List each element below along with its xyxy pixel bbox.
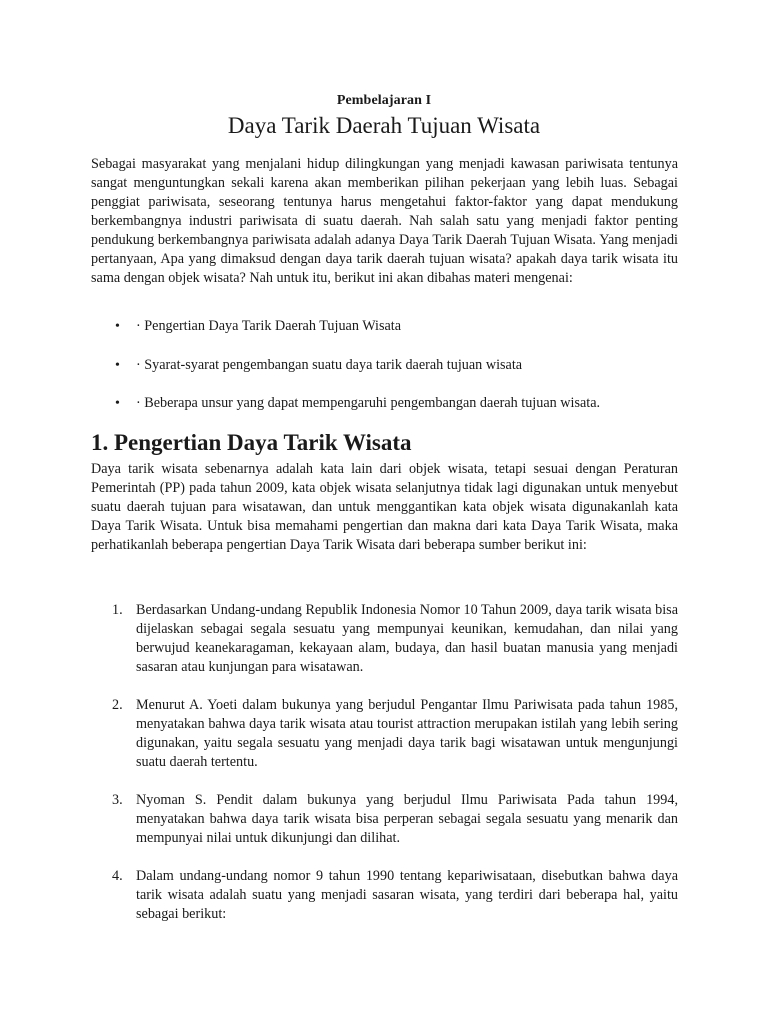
definition-text: Menurut A. Yoeti dalam bukunya yang berjudul Pengantar Ilmu Pariwisata pada tahun 1985, menyatakan bahwa daya tarik wisata atau tourist attraction merupakan istilah yang lebih sering digunakan, yaitu segala sesuatu yang menjadi daya tarik bagi wisatawan untuk mengunjungi suatu daerah tertentu. bbox=[136, 697, 678, 770]
definition-text: Nyoman S. Pendit dalam bukunya yang berjudul Ilmu Pariwisata Pada tahun 1994, menyatakan bahwa daya tarik wisata bisa perperan sebagai segala sesuatu yang menarik dan mempunyai nilai untuk dikunjungi dan dilihat. bbox=[136, 792, 678, 846]
intro-paragraph: Sebagai masyarakat yang menjalani hidup dilingkungan yang menjadi kawasan pariwisata tentunya sangat menguntungkan sekali karena akan memberikan pilihan pekerjaan yang lebih luas. Sebagai penggiat pariwisata, seseorang tentunya harus mengetahui faktor-faktor yang dapat mendukung berkembangnya industri pariwisata di suatu daerah. Nah salah satu yang menjadi faktor penting pendukung berkembangnya pariwisata adalah adanya Daya Tarik Daerah Tujuan Wisata. Yang menjadi pertanyaan, Apa yang dimaksud dengan daya tarik daerah tujuan wisata? apakah daya tarik wisata itu sama dengan objek wisata? Nah untuk itu, berikut ini akan dibahas materi mengenai: bbox=[91, 156, 678, 286]
section-heading: 1. Pengertian Daya Tarik Wisata bbox=[91, 430, 412, 455]
list-number: 4. bbox=[112, 868, 123, 884]
document-title: Daya Tarik Daerah Tujuan Wisata bbox=[227, 113, 541, 138]
topic-text: · Syarat-syarat pengembangan suatu daya tarik daerah tujuan wisata bbox=[136, 356, 523, 373]
bullet-icon: • bbox=[115, 357, 120, 373]
list-item bbox=[91, 791, 678, 848]
topic-text: · Pengertian Daya Tarik Daerah Tujuan Wisata bbox=[136, 318, 402, 334]
list-number: 2. bbox=[112, 697, 123, 713]
list-item bbox=[91, 867, 678, 924]
list-item bbox=[91, 394, 678, 433]
list-number: 3. bbox=[112, 792, 123, 808]
section-paragraph: Daya tarik wisata sebenarnya adalah kata lain dari objek wisata, tetapi sesuai dengan Peraturan Pemerintah (PP) pada tahun 2009, kata objek wisata selanjutnya tidak lagi digunakan untuk menyebut suatu daerah tujuan para wisatawan, dan untuk menggantikan kata objek wisata digunakanlah kata Daya Tarik Wisata. Untuk bisa memahami pengertian dan makna dari kata Daya Tarik Wisata, maka perhatikanlah beberapa pengertian Daya Tarik Wisata dari beberapa sumber berikut ini: bbox=[91, 461, 678, 553]
list-item bbox=[91, 696, 678, 772]
bullet-icon: • bbox=[115, 319, 120, 334]
topic-list bbox=[91, 317, 678, 433]
list-item bbox=[91, 356, 678, 395]
bullet-icon: • bbox=[115, 396, 120, 411]
list-item bbox=[91, 317, 678, 356]
lesson-label: Pembelajaran I bbox=[336, 93, 432, 108]
definition-text: Dalam undang-undang nomor 9 tahun 1990 tentang kepariwisataan, disebutkan bahwa daya tarik wisata adalah suatu yang menjadi sasaran wisata, yang terdiri dari beberapa hal, yaitu sebagai berikut: bbox=[136, 868, 678, 922]
list-number: 1. bbox=[112, 602, 123, 618]
topic-text: · Beberapa unsur yang dapat mempengaruhi pengembangan daerah tujuan wisata. bbox=[136, 395, 601, 411]
list-item bbox=[91, 601, 678, 677]
definition-text: Berdasarkan Undang-undang Republik Indonesia Nomor 10 Tahun 2009, daya tarik wisata bisa dijelaskan sebagai segala sesuatu yang mempunyai keunikan, kemudahan, dan nilai yang berwujud keanekaragaman, kekayaan alam, budaya, dan hasil buatan manusia yang menjadi sasaran atau kunjungan para wisatawan. bbox=[136, 602, 678, 675]
definition-list bbox=[91, 601, 678, 943]
